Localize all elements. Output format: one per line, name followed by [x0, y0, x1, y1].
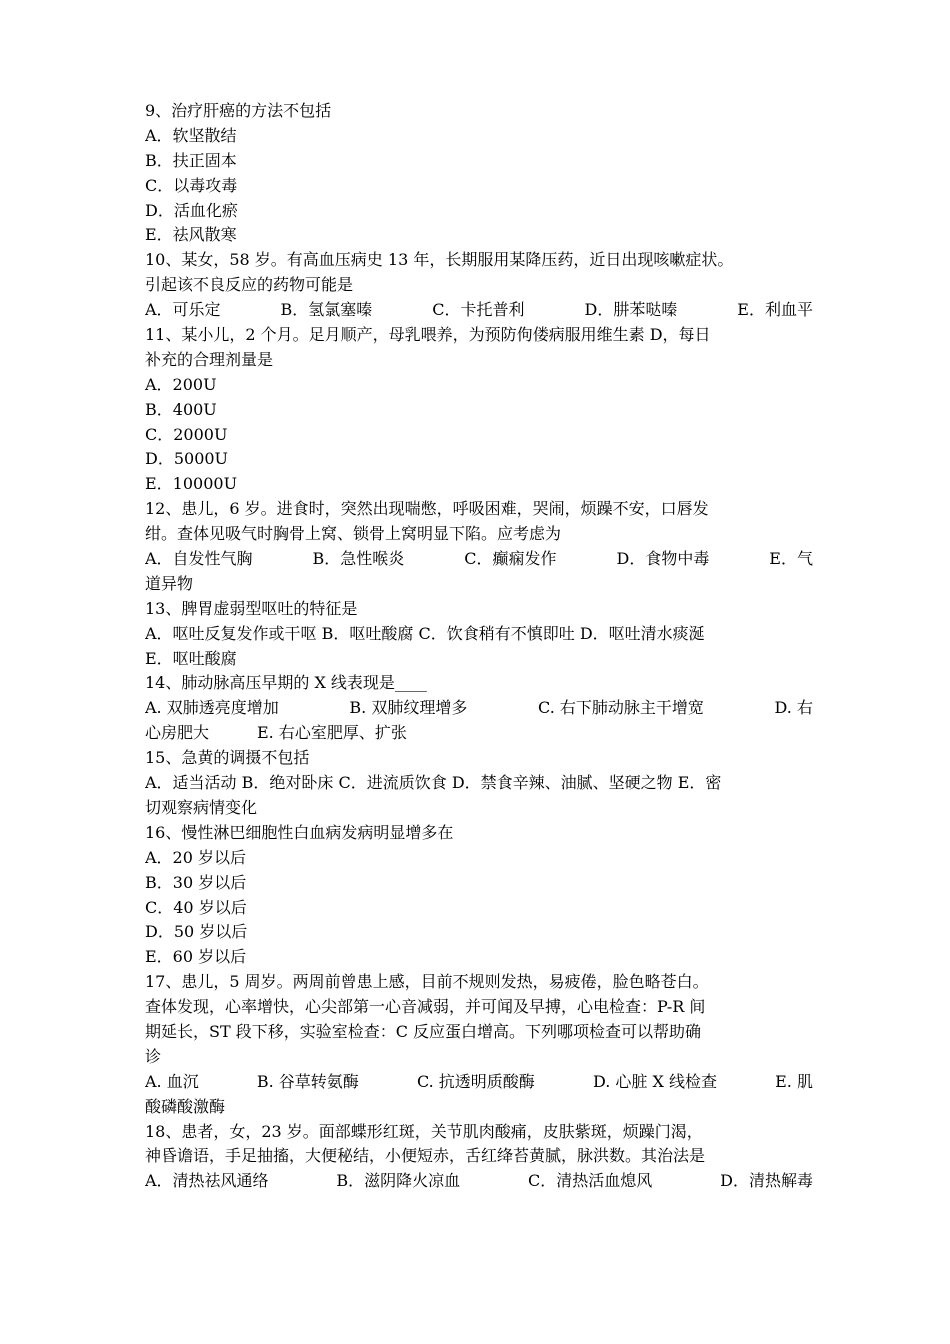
question-stem: 补充的合理剂量是 [145, 349, 274, 369]
option-c: C．2000U [145, 424, 228, 444]
option-a: A．清热祛风通络 [145, 1171, 269, 1191]
option-a: A．自发性气胸 [145, 549, 253, 569]
option-e: E．60 岁以后 [145, 947, 247, 967]
option-d: D．肼苯哒嗪 [584, 300, 678, 320]
option-line: A．适当活动 B．绝对卧床 C．进流质饮食 D．禁食辛辣、油腻、坚硬之物 E．密 [145, 773, 722, 793]
option-b: B. 双肺纹理增多 [349, 698, 468, 718]
question-stem: 10、某女，58 岁。有高血压病史 13 年，长期服用某降压药，近日出现咳嗽症状。 [145, 250, 734, 270]
option-row [145, 547, 813, 572]
question-10 [145, 248, 813, 323]
question-stem: 引起该不良反应的药物可能是 [145, 275, 354, 295]
option-row [145, 298, 813, 323]
option-d: D. 心脏 X 线检查 [592, 1071, 717, 1091]
option-d: D．5000U [145, 449, 229, 469]
question-stem: 9、治疗肝癌的方法不包括 [145, 101, 332, 120]
option-c: C．癫痫发作 [464, 549, 557, 569]
option-d: D. 右 [774, 698, 813, 718]
option-b: B．急性喉炎 [312, 549, 405, 569]
option-c: C．清热活血熄风 [528, 1171, 653, 1191]
option-e: E．10000U [145, 474, 238, 494]
option-line: E．呕吐酸腐 [145, 648, 237, 668]
option-b: B. 谷草转氨酶 [256, 1071, 359, 1091]
option-a: A. 双肺透亮度增加 [145, 698, 279, 718]
question-12 [145, 497, 813, 597]
question-stem: 13、脾胃虚弱型呕吐的特征是 [145, 598, 358, 618]
option-e: E．利血平 [737, 300, 813, 320]
question-18 [145, 1120, 813, 1195]
option-c: C．40 岁以后 [145, 897, 247, 917]
question-stem: 查体发现，心率增快，心尖部第一心音减弱，并可闻及早搏，心电检查：P-R 间 [145, 997, 706, 1017]
option-b: B．30 岁以后 [145, 872, 247, 892]
option-e: E．祛风散寒 [145, 225, 237, 245]
option-e: E．气 [769, 549, 813, 569]
question-stem: 诊 [145, 1046, 162, 1066]
question-stem: 11、某小儿，2 个月。足月顺产，母乳喂养，为预防佝偻病服用维生素 D，每日 [145, 325, 711, 345]
question-14 [145, 671, 813, 746]
question-stem: 神昏谵语，手足抽搐，大便秘结，小便短赤，舌红绛苔黄腻，脉洪数。其治法是 [145, 1146, 706, 1166]
question-list [145, 99, 813, 1194]
question-15 [145, 746, 813, 821]
option-line: 切观察病情变化 [145, 797, 258, 817]
option-continuation: 道异物 [145, 573, 194, 593]
question-11 [145, 323, 813, 497]
option-b: B．氢氯塞嗪 [280, 300, 373, 320]
question-stem: 17、患儿，5 周岁。两周前曾患上感，目前不规则发热，易疲倦，脸色略苍白。 [145, 972, 709, 992]
option-c: C．卡托普利 [432, 300, 525, 320]
option-a: A．200U [145, 374, 217, 394]
option-d: D．食物中毒 [616, 549, 710, 569]
question-17 [145, 970, 813, 1119]
option-a: A．软坚散结 [145, 125, 237, 145]
option-b: B．400U [145, 399, 217, 419]
option-c: C. 右下肺动脉主干增宽 [538, 698, 704, 718]
option-d: D．50 岁以后 [145, 922, 248, 942]
option-d: D．清热解毒 [720, 1171, 813, 1191]
question-stem: 14、肺动脉高压早期的 X 线表现是____ [145, 673, 427, 693]
option-a: A．20 岁以后 [145, 847, 247, 867]
option-e: E. 右心室肥厚、扩张 [257, 723, 407, 743]
question-stem: 绀。查体见吸气时胸骨上窝、锁骨上窝明显下陷。应考虑为 [145, 524, 562, 544]
option-continuation: 酸磷酸激酶 [145, 1096, 226, 1116]
question-stem: 15、急黄的调摄不包括 [145, 748, 310, 768]
option-e: E. 肌 [775, 1071, 813, 1091]
question-13 [145, 597, 813, 672]
question-stem: 12、患儿，6 岁。进食时，突然出现喘憋，呼吸困难，哭闹，烦躁不安，口唇发 [145, 499, 709, 519]
option-b: B．滋阴降火凉血 [336, 1171, 461, 1191]
question-stem: 18、患者，女，23 岁。面部蝶形红斑，关节肌肉酸痛，皮肤紫斑，烦躁门渴， [145, 1121, 703, 1141]
option-b: B．扶正固本 [145, 150, 237, 170]
option-continuation: 心房肥大 [145, 723, 210, 743]
option-a: A．可乐定 [145, 300, 221, 320]
question-stem: 16、慢性淋巴细胞性白血病发病明显增多在 [145, 822, 454, 842]
option-row [145, 1169, 813, 1194]
option-d: D．活血化瘀 [145, 200, 238, 220]
option-c: C．以毒攻毒 [145, 175, 238, 195]
option-c: C. 抗透明质酸酶 [416, 1071, 535, 1091]
question-16 [145, 821, 813, 970]
option-a: A. 血沉 [145, 1071, 199, 1091]
question-stem: 期延长，ST 段下移，实验室检查：C 反应蛋白增高。下列哪项检查可以帮助确 [145, 1021, 702, 1041]
question-9 [145, 99, 813, 248]
option-row [145, 696, 813, 721]
option-line: A．呕吐反复发作或干呕 B．呕吐酸腐 C．饮食稍有不慎即吐 D．呕吐清水痰涎 [145, 623, 705, 643]
option-row [145, 721, 813, 746]
option-row [145, 1070, 813, 1095]
